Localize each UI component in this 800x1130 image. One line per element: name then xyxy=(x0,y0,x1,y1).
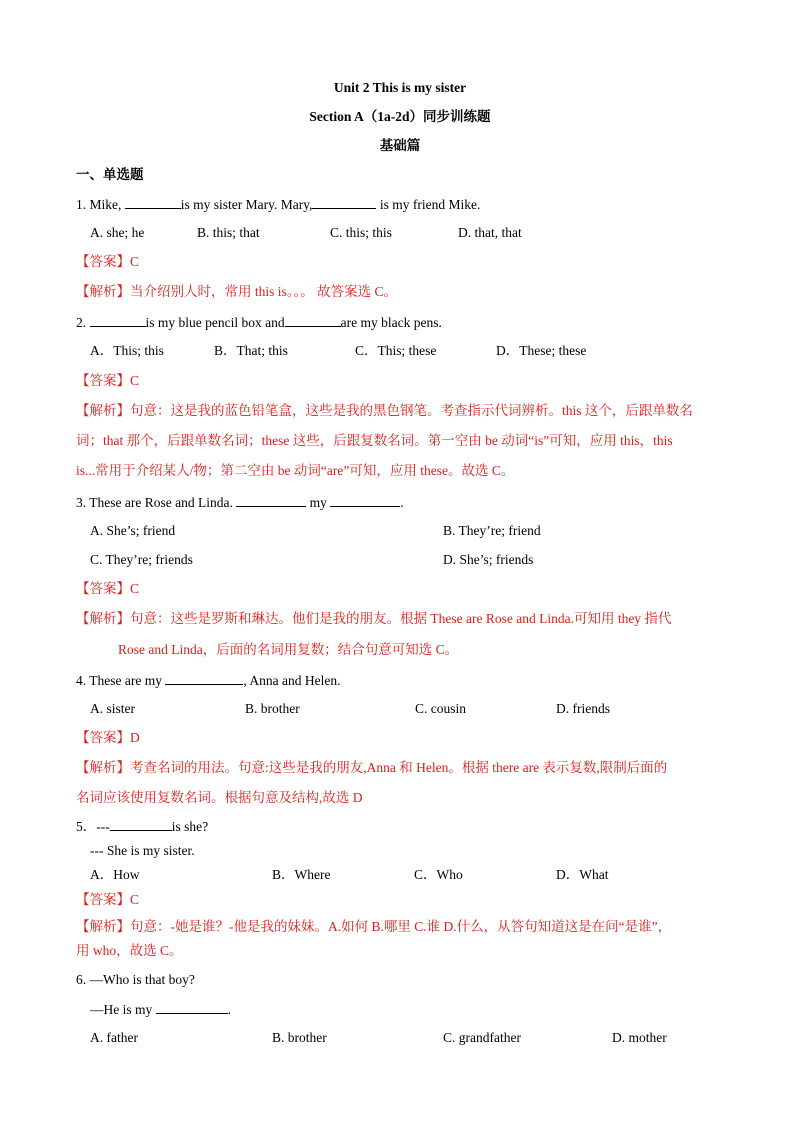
question-2-text-c: are my black pens. xyxy=(340,315,442,330)
question-6-reply xyxy=(90,1000,231,1019)
question-5-text-a: 5．--- xyxy=(76,819,110,834)
option-a: A. she; he xyxy=(90,225,145,240)
question-4-text-b: , Anna and Helen. xyxy=(243,673,341,688)
answer-blank xyxy=(165,671,243,685)
option-b: B. brother xyxy=(272,1030,327,1045)
analysis-text: 【解析】考查名词的用法。句意:这些是我的朋友,Anna 和 Helen。根据 there are 表示复数,限制后面的 xyxy=(76,760,668,775)
answer-blank xyxy=(285,313,341,327)
option-b: B．Where xyxy=(272,867,331,882)
answer-label: 【答案】D xyxy=(76,730,140,745)
option-a: A. She’s; friend xyxy=(90,523,176,538)
option-c: C. this; this xyxy=(330,225,392,240)
question-3-text-a: 3. These are Rose and Linda. xyxy=(76,495,233,510)
option-c: C．This; these xyxy=(355,343,437,358)
option-c: C. They’re; friends xyxy=(90,552,193,567)
difficulty-level: 基础篇 xyxy=(379,138,421,153)
analysis-text: 【解析】当介绍别人时，常用 this is。。。 故答案选 C。 xyxy=(76,284,398,299)
answer-blank xyxy=(110,817,172,831)
analysis-text: 词；that 那个，后跟单数名词；these 这些，后跟复数名词。第一空由 be 动词“is”可知，应用 this，this xyxy=(76,433,673,448)
question-1-text-a: 1. Mike, xyxy=(76,197,122,212)
answer-blank xyxy=(236,493,306,507)
analysis-text: is...常用于介绍某人/物；第二空由 be 动词“are”可知，应用 these。故选 C。 xyxy=(76,463,515,478)
question-6: 6. —Who is that boy? xyxy=(76,972,195,987)
answer-label: 【答案】C xyxy=(76,254,140,269)
answer-blank xyxy=(312,195,376,209)
option-a: A. father xyxy=(90,1030,138,1045)
option-d: D. friends xyxy=(556,701,610,716)
question-1-text-b: is my sister Mary. Mary, xyxy=(180,197,313,212)
answer-blank xyxy=(90,313,146,327)
answer-label: 【答案】C xyxy=(76,892,140,907)
analysis-text: 名词应该使用复数名词。根据句意及结构,故选 D xyxy=(76,790,363,805)
answer-blank xyxy=(125,195,181,209)
analysis-text: 【解析】句意：-她是谁？-他是我的妹妹。A.如何 B.哪里 C.谁 D.什么，从答句知道这是在问“是谁”， xyxy=(76,919,672,934)
page-title: Unit 2 This is my sister xyxy=(333,80,467,95)
question-3-text-b: my xyxy=(309,495,327,510)
option-b: B．That; this xyxy=(214,343,288,358)
option-b: B. brother xyxy=(245,701,300,716)
option-d: D．What xyxy=(556,867,609,882)
question-5-reply: --- She is my sister. xyxy=(90,843,195,858)
option-d: D．These; these xyxy=(496,343,587,358)
analysis-text: Rose and Linda，后面的名词用复数；结合句意可知选 C。 xyxy=(118,642,459,657)
analysis-text: 用 who，故选 C。 xyxy=(76,943,183,958)
answer-blank xyxy=(330,493,400,507)
option-c: C．Who xyxy=(414,867,463,882)
analysis-text: 【解析】句意：这些是罗斯和琳达。他们是我的朋友。根据 These are Rose and Linda.可知用 they 指代 xyxy=(76,611,672,626)
question-2 xyxy=(76,313,442,332)
page-subtitle: Section A（1a-2d）同步训练题 xyxy=(309,109,491,124)
option-d: D. She’s; friends xyxy=(443,552,534,567)
question-2-text-a: 2. xyxy=(76,315,87,330)
question-1 xyxy=(76,195,480,214)
question-1-text-c: is my friend Mike. xyxy=(376,197,481,212)
question-6-text-b: . xyxy=(227,1002,231,1017)
question-6-text-a: —He is my xyxy=(90,1002,153,1017)
question-4 xyxy=(76,671,340,690)
answer-label: 【答案】C xyxy=(76,373,140,388)
question-2-text-b: is my blue pencil box and xyxy=(145,315,285,330)
option-a: A．How xyxy=(90,867,140,882)
option-b: B. this; that xyxy=(197,225,260,240)
answer-label: 【答案】C xyxy=(76,581,140,596)
option-b: B. They’re; friend xyxy=(443,523,541,538)
question-3 xyxy=(76,493,404,512)
option-c: C. grandfather xyxy=(443,1030,521,1045)
section-heading: 一、单选题 xyxy=(76,167,144,182)
option-a: A．This; this xyxy=(90,343,164,358)
question-5-text-b: is she? xyxy=(171,819,209,834)
analysis-text: 【解析】句意：这是我的蓝色铅笔盒，这些是我的黑色钢笔。考查指示代词辨析。this 这个，后跟单数名 xyxy=(76,403,693,418)
option-d: D. mother xyxy=(612,1030,667,1045)
answer-blank xyxy=(156,1000,228,1014)
option-d: D. that, that xyxy=(458,225,522,240)
question-5 xyxy=(76,817,208,836)
option-c: C. cousin xyxy=(415,701,467,716)
question-3-text-c: . xyxy=(400,495,404,510)
option-a: A. sister xyxy=(90,701,135,716)
question-4-text-a: 4. These are my xyxy=(76,673,162,688)
